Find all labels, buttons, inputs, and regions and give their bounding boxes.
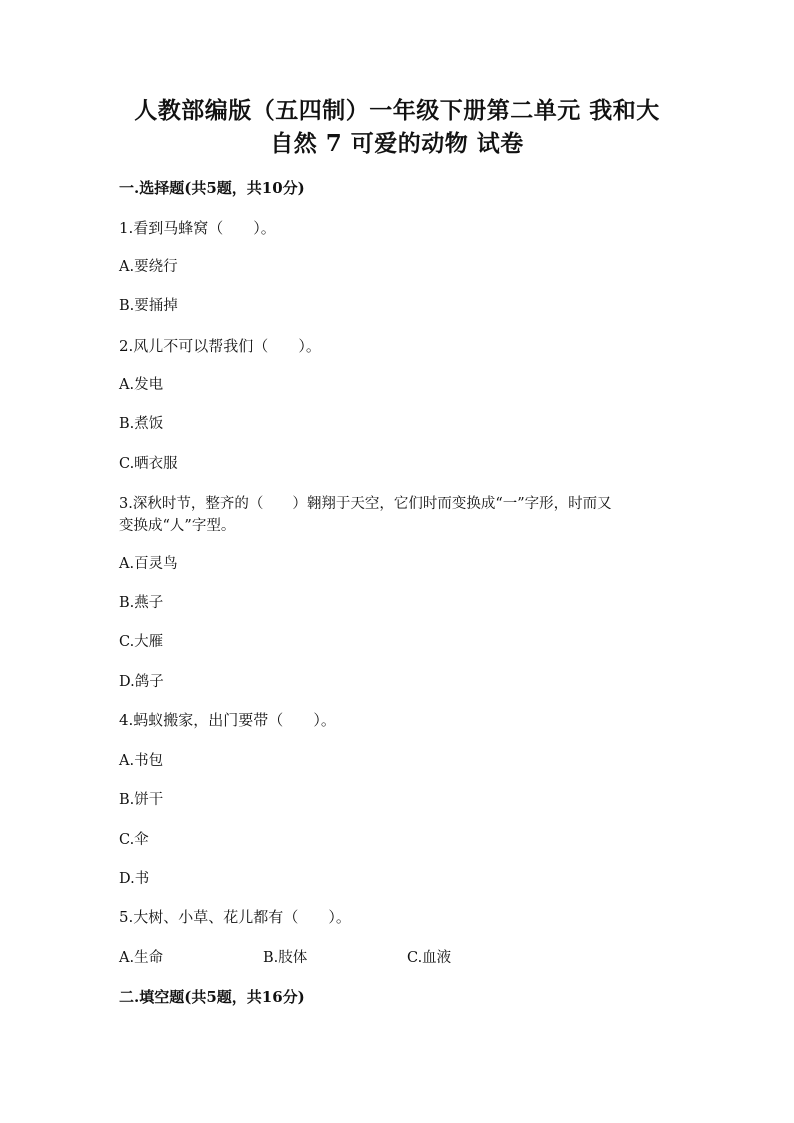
question-3-stem-line2: 变换成“人”字型。: [119, 518, 236, 534]
question-4-option-c: C.伞: [119, 832, 149, 848]
question-5-option-b: B.肢体: [263, 950, 308, 966]
question-3-option-b: B.燕子: [119, 595, 164, 611]
question-3-option-c: C.大雁: [119, 634, 164, 650]
question-1-stem: 1.看到马蜂窝（ ）。: [119, 219, 276, 237]
question-3-stem-line1: 3.深秋时节，整齐的（ ）翱翔于天空，它们时而变换成“一”字形，时而又: [119, 496, 612, 512]
question-2-option-c: C.晒衣服: [119, 456, 178, 472]
question-3-option-a: A.百灵鸟: [119, 556, 178, 572]
question-2-stem: 2.风儿不可以帮我们（ ）。: [119, 337, 321, 355]
question-4-stem: 4.蚂蚁搬家，出门要带（ ）。: [119, 711, 336, 729]
question-2-option-b: B.煮饭: [119, 416, 164, 432]
question-1-option-a: A.要绕行: [119, 259, 178, 275]
question-2-option-a: A.发电: [119, 377, 164, 393]
section-heading-fill-in: 二.填空题(共5题，共16分): [119, 988, 305, 1006]
question-4-option-d: D.书: [119, 871, 150, 887]
question-5-option-c: C.血液: [407, 950, 452, 966]
page-title-line2: 自然 7 可爱的动物 试卷: [270, 130, 524, 157]
question-4-option-b: B.饼干: [119, 792, 164, 808]
question-5-stem: 5.大树、小草、花儿都有（ ）。: [119, 908, 351, 926]
question-4-option-a: A.书包: [119, 753, 164, 769]
question-1-option-b: B.要捅掉: [119, 298, 178, 314]
question-3-option-d: D.鸽子: [119, 674, 164, 690]
question-5-option-a: A.生命: [119, 950, 164, 966]
page-title-line1: 人教部编版（五四制）一年级下册第二单元 我和大: [134, 97, 660, 124]
section-heading-choice: 一.选择题(共5题，共10分): [119, 179, 305, 197]
